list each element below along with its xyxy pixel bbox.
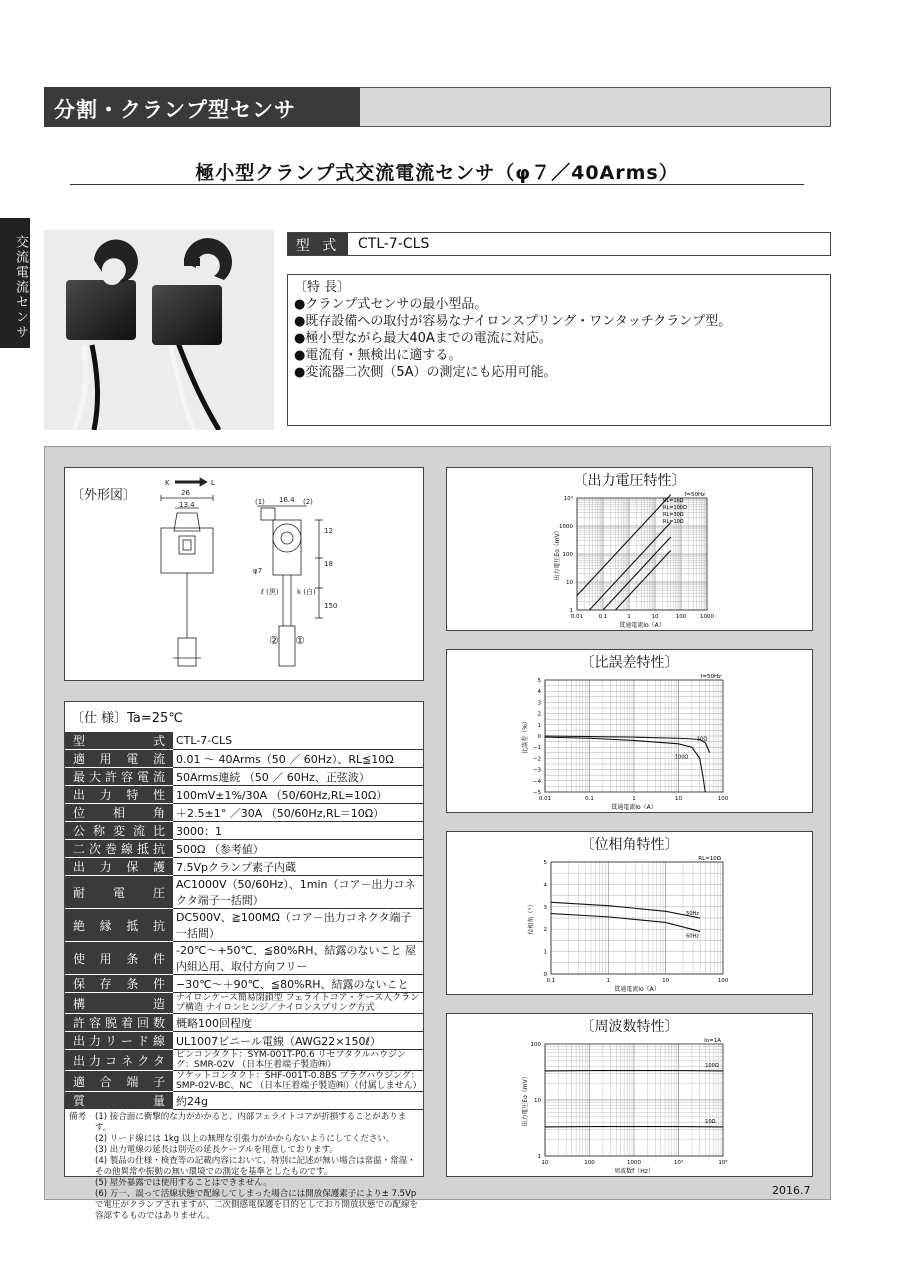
- dim-12: 12: [324, 527, 333, 535]
- spec-row: [65, 804, 423, 822]
- chart-title: 〔出力電圧特性〕: [573, 473, 686, 489]
- model-box: [287, 232, 831, 256]
- x-tick-label: 10: [651, 614, 659, 620]
- spec-value: UL1007ビニール電線（AWG22×150ℓ）: [173, 1032, 423, 1050]
- spec-value: ナイロンケース簡易閉鎖型 フェライトコア・ケース入クランプ構造 ナイロンヒンジ／ナイロンスプリング方式: [173, 993, 423, 1014]
- spec-row: [65, 1014, 423, 1032]
- spec-value: 50Arms連続 （50 ／ 60Hz、正弦波）: [173, 768, 423, 786]
- clamp-label-2: (2): [303, 498, 313, 506]
- terminal-label-1: ①: [295, 634, 305, 647]
- wire-label-white: k (白): [297, 588, 316, 596]
- spec-value: 7.5Vpクランプ素子内蔵: [173, 858, 423, 876]
- notes: [65, 1110, 423, 1224]
- spec-key: 適合端子: [65, 1071, 173, 1092]
- series-line: [545, 736, 710, 753]
- dim-16-4: 16.4: [279, 496, 295, 504]
- y-tick-label: 3: [537, 700, 541, 707]
- series-label: RL=10Ω: [663, 519, 684, 525]
- chart-ratio-error-plot: [447, 672, 812, 812]
- spec-value: 500Ω （参考値）: [173, 840, 423, 858]
- note-item: (1) 接合面に衝撃的な力がかかると、内部フェライトコアが折損することがあります。: [95, 1112, 407, 1133]
- x-tick-label: 0.1: [546, 978, 556, 984]
- y-tick-label: −2: [532, 756, 541, 763]
- x-tick-label: 1000: [627, 1160, 641, 1166]
- x-tick-label: 10⁵: [718, 1160, 728, 1166]
- y-tick-label: 1: [569, 608, 573, 614]
- x-tick-label: 1: [627, 614, 631, 620]
- spec-key: 出力リード線: [65, 1032, 173, 1050]
- series-label: RL=30Ω: [663, 512, 684, 518]
- product-photo: [44, 230, 274, 430]
- y-tick-label: 1: [537, 1154, 541, 1160]
- spec-row: [65, 993, 423, 1014]
- spec-value: DC500V、≧100MΩ（コア－出力コネクタ端子一括間）: [173, 909, 423, 942]
- chart-phase-angle: [446, 831, 813, 995]
- page-title: 極小型クランプ式交流電流センサ（φ７／40Arms）: [195, 162, 679, 184]
- spec-value: -20℃～+50℃、≦80%RH、結露のないこと 屋内組込用、取付方向フリー: [173, 942, 423, 975]
- spec-value: ピンコンタクト：SYM-001T-P0.6 リセプタクルハウジング：SMR-02V （日本圧着端子製造㈱）: [173, 1050, 423, 1071]
- spec-row: [65, 750, 423, 768]
- y-axis-label: 位相角（°）: [528, 901, 535, 935]
- y-axis-label: 比誤差（%）: [522, 718, 529, 754]
- x-tick-label: 10: [675, 796, 682, 802]
- y-tick-label: 1: [543, 949, 547, 956]
- spec-row: [65, 1071, 423, 1092]
- spec-key: 構造: [65, 993, 173, 1014]
- spec-key: 出力保護: [65, 858, 173, 876]
- feature-item: ●変流器二次側（5A）の測定にも応用可能。: [294, 365, 557, 380]
- spec-box: [64, 701, 424, 1221]
- chart-grid: [551, 862, 723, 974]
- spec-row: [65, 822, 423, 840]
- note-item: (3) 出力電線の延長は別売の延長ケーブルを用意しております。: [95, 1145, 338, 1155]
- dim-150: 150: [324, 602, 338, 610]
- spec-key: 耐電圧: [65, 876, 173, 909]
- spec-row: [65, 858, 423, 876]
- y-axis-label: 出力電圧Eo（mV）: [522, 1073, 529, 1127]
- notes-label: 備考: [69, 1112, 87, 1122]
- chart-output-voltage: [446, 467, 813, 631]
- dim-13-4: 13.4: [179, 501, 195, 509]
- x-tick-label: 0.01: [570, 614, 584, 620]
- chart-grid: [545, 1044, 723, 1156]
- y-tick-label: 4: [543, 882, 547, 889]
- note-item: (2) リード線には 1kg 以上の無理な引張力がかからないようにしてください。: [95, 1134, 395, 1144]
- k-label: K: [165, 479, 170, 487]
- spec-row: [65, 840, 423, 858]
- dim-26: 26: [181, 489, 190, 497]
- y-tick-label: 100: [562, 552, 573, 558]
- spec-value: 3000：1: [173, 822, 423, 840]
- spec-key: 絶縁抵抗: [65, 909, 173, 942]
- spec-row: [65, 768, 423, 786]
- x-axis-label: 周波数f（Hz）: [614, 1168, 654, 1175]
- x-tick-label: 10⁴: [673, 1160, 684, 1166]
- spec-row: [65, 1092, 423, 1110]
- features-heading: 〔特 長〕: [294, 280, 351, 295]
- x-tick-label: 100: [717, 978, 729, 984]
- spec-value: 100mV±1%/30A （50/60Hz,RL=10Ω）: [173, 786, 423, 804]
- x-tick-label: 1: [632, 796, 636, 802]
- spec-key: 出力特性: [65, 786, 173, 804]
- feature-item: ●電流有・無検出に適する。: [294, 348, 462, 363]
- wire-label-black: ℓ (黒): [261, 588, 279, 596]
- spec-row: [65, 942, 423, 975]
- spec-key: 許容脱着回数: [65, 1014, 173, 1032]
- x-axis-label: 貫通電流Io（A）: [619, 622, 665, 629]
- y-tick-label: −1: [532, 745, 541, 752]
- spec-row: [65, 1050, 423, 1071]
- x-tick-label: 10: [541, 1160, 549, 1166]
- series-label: 100Ω: [675, 754, 689, 761]
- series-line: [545, 736, 708, 792]
- chart-title: 〔比誤差特性〕: [580, 655, 679, 671]
- spec-row: [65, 732, 423, 750]
- feature-item: ●既存設備への取付が容易なナイロンスプリング・ワンタッチクランプ型。: [294, 314, 732, 329]
- feature-item: ●クランプ式センサの最小型品。: [294, 297, 488, 312]
- note-item: (4) 製品の仕様・検査等の記載内容において、特別に記述が無い場合は常温・常湿・その他異常や振動の無い環境での測定を基準としたものです。: [95, 1156, 416, 1177]
- spec-key: 保存条件: [65, 975, 173, 993]
- spec-key: 位相角: [65, 804, 173, 822]
- x-tick-label: 100: [584, 1160, 595, 1166]
- y-tick-label: 0: [537, 734, 541, 740]
- x-tick-label: 1: [606, 978, 611, 984]
- series-label: RL=1kΩ: [663, 498, 684, 504]
- chart-annotation: f=50Hz: [700, 674, 721, 680]
- spec-row: [65, 975, 423, 993]
- category-header: 分割・クランプ型センサ: [44, 87, 360, 127]
- series-label: RL=100Ω: [663, 505, 687, 511]
- spec-key: 適用電流: [65, 750, 173, 768]
- spec-value: 約24g: [173, 1092, 423, 1110]
- y-tick-label: 4: [537, 689, 541, 696]
- spec-value: 0.01 ～ 40Arms（50 ／ 60Hz）、RL≦10Ω: [173, 750, 423, 768]
- x-tick-label: 100: [675, 614, 687, 620]
- y-axis-label: 出力電圧Eo（mV）: [554, 527, 561, 581]
- chart-frequency: [446, 1013, 813, 1177]
- y-tick-label: 0: [543, 972, 547, 978]
- spec-row: [65, 786, 423, 804]
- y-tick-label: 2: [543, 927, 547, 934]
- x-tick-label: 0.01: [538, 796, 552, 802]
- header-filler: [360, 87, 831, 127]
- y-tick-label: 10: [566, 580, 573, 586]
- spec-key: 型式: [65, 732, 173, 750]
- note-item: (6) 万一、誤って活線状態で配線してしまった場合には開放保護素子により± 7.5Vp で電圧がクランプされますが、二次側感電保護を目的としており開放状態での配線を容認するものではありません。: [95, 1189, 419, 1221]
- chart-output-voltage-plot: [447, 490, 812, 630]
- spec-row: [65, 909, 423, 942]
- y-tick-label: 2: [537, 711, 541, 718]
- y-tick-label: −3: [532, 767, 541, 774]
- side-tab: 交流電流センサ: [0, 218, 30, 348]
- spec-value: ソケットコンタクト：SHF-001T-0.8BS プラグハウジング：SMP-02V-BC、NC （日本圧着端子製造㈱）（付属しません）: [173, 1071, 423, 1092]
- outline-heading: 〔外形図〕: [71, 488, 137, 503]
- y-tick-label: 10: [534, 1098, 541, 1104]
- spec-key: 二次巻線抵抗: [65, 840, 173, 858]
- spec-row: [65, 876, 423, 909]
- spec-key: 公称変流比: [65, 822, 173, 840]
- note-item: (5) 屋外暴露では使用することはできません。: [95, 1178, 272, 1188]
- x-axis-label: 貫通電流Io（A）: [611, 804, 657, 811]
- series-line: [615, 551, 670, 610]
- footer-date: 2016.7: [772, 1184, 811, 1197]
- chart-annotation: RL=10Ω: [698, 856, 721, 862]
- y-tick-label: 1: [537, 722, 541, 729]
- x-axis-label: 貫通電流Io（A）: [614, 986, 660, 993]
- model-value: CTL-7-CLS: [358, 236, 430, 252]
- series-label: 10Ω: [697, 736, 708, 743]
- chart-title: 〔位相角特性〕: [580, 837, 679, 853]
- spec-key: 使用条件: [65, 942, 173, 975]
- spec-value: −30℃～＋90℃、≦80%RH、結露のないこと: [173, 975, 423, 993]
- series-line: [577, 495, 671, 596]
- spec-value: ＋2.5±1° ／30A （50/60Hz,RL＝10Ω）: [173, 804, 423, 822]
- spec-heading: 〔仕 様〕Ta=25℃: [71, 711, 183, 726]
- y-tick-label: 10⁴: [563, 496, 573, 502]
- x-tick-label: 0.1: [585, 796, 594, 802]
- l-label: L: [211, 479, 215, 487]
- y-tick-label: −5: [532, 790, 541, 796]
- series-label: 10Ω: [705, 1118, 716, 1125]
- chart-ratio-error: [446, 649, 813, 813]
- feature-item: ●極小型ながら最大40Aまでの電流に対応。: [294, 331, 552, 346]
- y-tick-label: 5: [543, 860, 547, 866]
- spec-row: [65, 1032, 423, 1050]
- series-label: 50Hz: [686, 911, 699, 917]
- spec-table: [65, 732, 423, 1110]
- series-label: 60Hz: [686, 933, 699, 940]
- series-label: 100Ω: [705, 1062, 719, 1069]
- y-tick-label: 3: [543, 904, 547, 911]
- title-underline: [70, 184, 804, 185]
- clamp-label-1: (1): [255, 498, 265, 506]
- spec-value: AC1000V（50/60Hz）、1min（コア－出力コネクタ端子一括間）: [173, 876, 423, 909]
- dim-18: 18: [324, 560, 333, 568]
- model-label: 型 式: [288, 233, 348, 255]
- spec-value: CTL-7-CLS: [173, 732, 423, 750]
- x-tick-label: 10: [662, 978, 670, 984]
- spec-value: 概略100回程度: [173, 1014, 423, 1032]
- y-tick-label: 1000: [559, 524, 573, 530]
- chart-phase-angle-plot: [447, 854, 812, 994]
- terminal-label-2: ②: [269, 634, 279, 647]
- chart-annotation: Io=1A: [704, 1038, 721, 1044]
- x-tick-label: 0.1: [598, 614, 608, 620]
- chart-frequency-plot: [447, 1036, 812, 1176]
- x-tick-label: 100: [717, 796, 729, 802]
- dim-phi7: φ7: [253, 567, 263, 575]
- y-tick-label: 100: [530, 1042, 541, 1048]
- x-tick-label: 1000: [700, 614, 714, 620]
- features-box: [287, 274, 831, 426]
- spec-key: 質量: [65, 1092, 173, 1110]
- y-tick-label: 5: [537, 678, 541, 684]
- series-line: [589, 523, 670, 610]
- chart-title: 〔周波数特性〕: [580, 1019, 679, 1035]
- outline-drawing: [64, 467, 424, 681]
- spec-key: 最大許容電流: [65, 768, 173, 786]
- chart-annotation: f=50Hz: [684, 492, 705, 498]
- spec-key: 出力コネクタ: [65, 1050, 173, 1071]
- y-tick-label: −4: [532, 778, 541, 785]
